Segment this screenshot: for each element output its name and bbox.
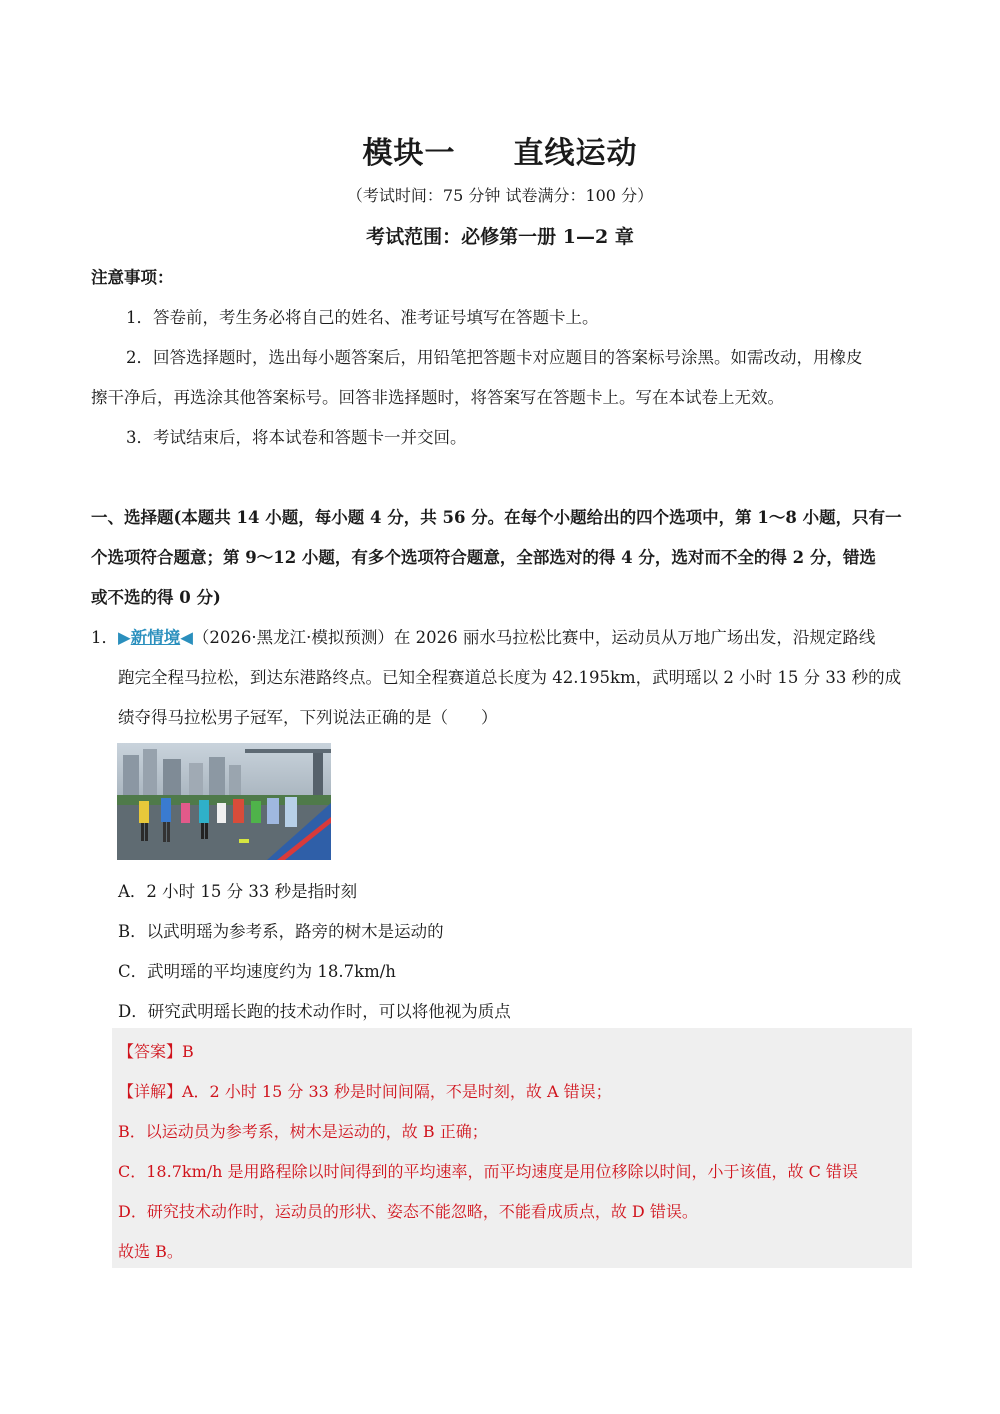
option-d[interactable]: D．研究武明瑶长跑的技术动作时，可以将他视为质点 bbox=[118, 1002, 511, 1021]
question-1-line3: 绩夺得马拉松男子冠军，下列说法正确的是（ ） bbox=[118, 708, 498, 727]
marathon-photo-illustration bbox=[117, 743, 331, 860]
answer-conclusion: 故选 B。 bbox=[118, 1242, 183, 1261]
notes-heading: 注意事项： bbox=[91, 268, 174, 287]
new-context-tag[interactable] bbox=[118, 628, 193, 647]
page-title bbox=[0, 128, 1000, 172]
question-number: 1． bbox=[91, 628, 118, 647]
question-source-and-stem: （2026·黑龙江·模拟预测）在 2026 丽水马拉松比赛中，运动员从万地广场出发，沿规定路线 bbox=[192, 628, 876, 647]
question-1-line1 bbox=[91, 624, 875, 648]
note-item-2-line2: 擦干净后，再选涂其他答案标号。回答非选择题时，将答案写在答题卡上。写在本试卷上无效。 bbox=[91, 388, 784, 407]
tag-label: 新情境 bbox=[130, 628, 181, 647]
option-a[interactable]: A．2 小时 15 分 33 秒是指时刻 bbox=[118, 882, 358, 901]
title-topic: 直线运动 bbox=[513, 136, 638, 171]
tag-open-arrow-icon: ▶ bbox=[118, 628, 131, 647]
question-1-line2: 跑完全程马拉松，到达东港路终点。已知全程赛道总长度为 42.195km，武明瑶以 2 小时 15 分 33 秒的成 bbox=[118, 668, 902, 687]
explanation-d: D．研究技术动作时，运动员的形状、姿态不能忽略，不能看成质点，故 D 错误。 bbox=[118, 1202, 698, 1221]
explanation-b: B．以运动员为参考系，树木是运动的，故 B 正确； bbox=[118, 1122, 488, 1141]
title-module: 模块一 bbox=[362, 136, 456, 171]
explanation-a: 【详解】A．2 小时 15 分 33 秒是时间间隔，不是时刻，故 A 错误； bbox=[118, 1082, 612, 1101]
note-item-3: 3．考试结束后，将本试卷和答题卡一并交回。 bbox=[126, 428, 467, 447]
option-c[interactable]: C．武明瑶的平均速度约为 18.7km/h bbox=[118, 962, 396, 981]
marathon-photo bbox=[117, 743, 331, 860]
exam-scope: 考试范围：必修第一册 1—2 章 bbox=[366, 226, 634, 248]
note-item-1: 1．答卷前，考生务必将自己的姓名、准考证号填写在答题卡上。 bbox=[126, 308, 599, 327]
answer-label: 【答案】B bbox=[118, 1042, 194, 1061]
section-heading-line2: 个选项符合题意；第 9～12 小题，有多个选项符合题意，全部选对的得 4 分，选对而不全的得 2 分，错选 bbox=[91, 548, 876, 567]
section-heading-line3: 或不选的得 0 分) bbox=[91, 588, 221, 607]
explanation-c: C．18.7km/h 是用路程除以时间得到的平均速率，而平均速度是用位移除以时间，小于该值，故 C 错误 bbox=[118, 1162, 858, 1181]
answer-explanation-box bbox=[112, 1028, 912, 1268]
section-heading-line1: 一、选择题(本题共 14 小题，每小题 4 分，共 56 分。在每个小题给出的四个选项中，第 1～8 小题，只有一 bbox=[91, 508, 902, 527]
exam-time-info: （考试时间：75 分钟 试卷满分：100 分） bbox=[346, 186, 654, 205]
option-b[interactable]: B．以武明瑶为参考系，路旁的树木是运动的 bbox=[118, 922, 444, 941]
tag-close-arrow-icon: ◀ bbox=[180, 628, 193, 647]
note-item-2-line1: 2．回答选择题时，选出每小题答案后，用铅笔把答题卡对应题目的答案标号涂黑。如需改动，用橡皮 bbox=[126, 348, 863, 367]
